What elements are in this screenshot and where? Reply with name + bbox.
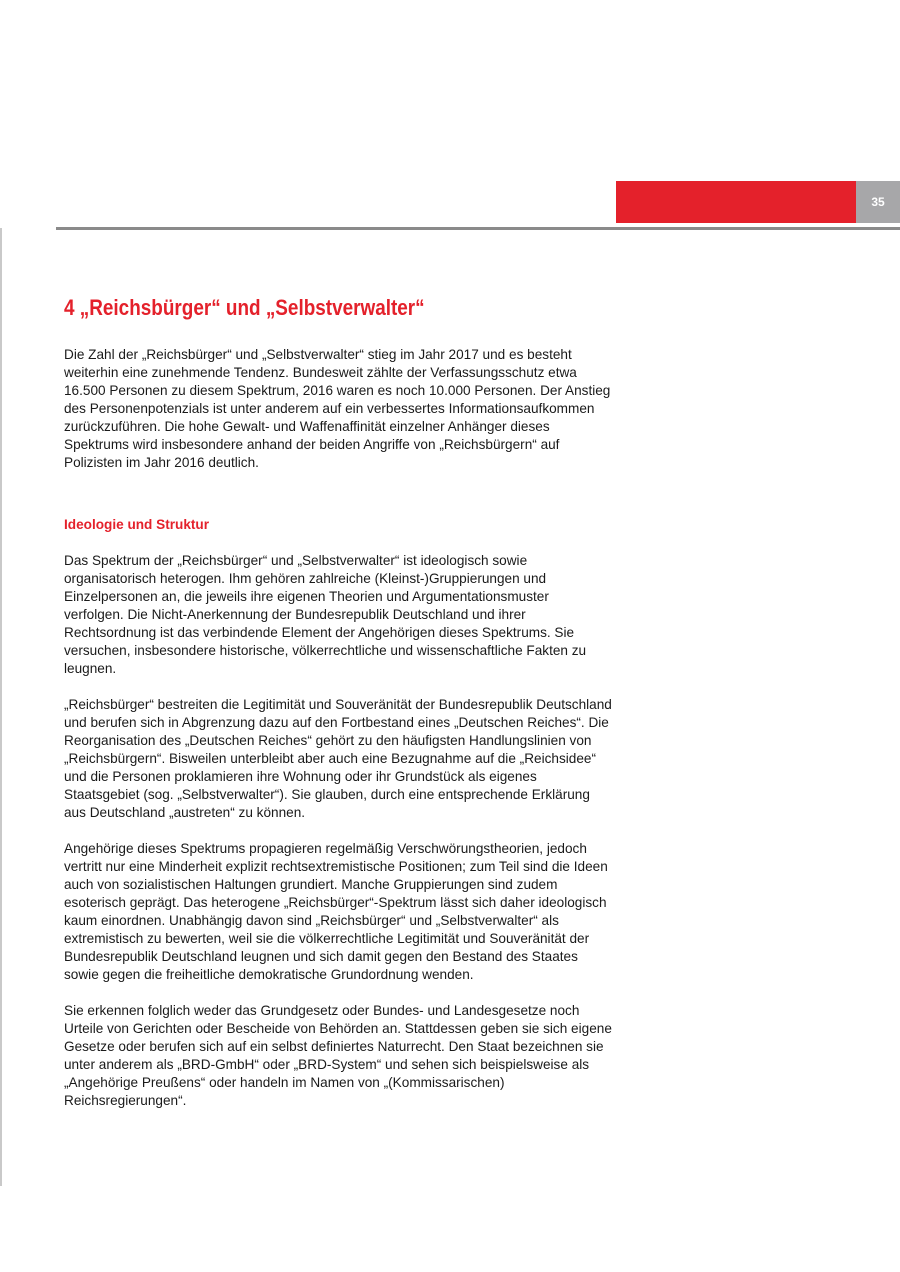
- intro-paragraph: Die Zahl der „Reichsbürger“ und „Selbstverwalter“ stieg im Jahr 2017 und es besteht weiterhin eine zunehmende Tendenz. Bundesweit zählte der Verfassungsschutz etwa 16.500 Personen zu diesem Spektrum, 2016 waren es noch 10.000 Personen. Der Anstieg des Personenpotenzials ist unter anderem auf ein verbessertes Informationsaufkommen zurückzuführen. Die hohe Gewalt- und Waffenaffinität einzelner Anhänger dieses Spektrums wird insbesondere anhand der beiden Angriffe von „Reichsbürgern“ auf Polizisten im Jahr 2016 deutlich.: [64, 347, 611, 470]
- page-number-tab: [856, 181, 900, 223]
- body-paragraph: Das Spektrum der „Reichsbürger“ und „Selbstverwalter“ ist ideologisch sowie organisatorisch heterogen. Ihm gehören zahlreiche (Kleinst-)Gruppierungen und Einzelpersonen an, die jeweils ihre eigenen Theorien und Argumentationsmuster verfolgen. Die Nicht-Anerkennung der Bundesrepublik Deutschland und ihrer Rechtsordnung ist das verbindende Element der Angehörigen dieses Spektrums. Sie versuchen, insbesondere historische, völkerrechtliche und wissenschaftliche Fakten zu leugnen.: [64, 553, 587, 676]
- article-body: [64, 294, 612, 1128]
- body-paragraph: Angehörige dieses Spektrums propagieren regelmäßig Verschwörungstheorien, jedoch vertritt nur eine Minderheit explizit rechtsextremistische Positionen; zum Teil sind die Ideen auch von sozialistischen Haltungen grundiert. Manche Gruppierungen sind zudem esoterisch geprägt. Das heterogene „Reichsbürger“-Spektrum lässt sich daher ideologisch kaum einordnen. Unabhängig davon sind „Reichsbürger“ und „Selbstverwalter“ als extremistisch zu bewerten, weil sie die völkerrechtliche Legitimität und Souveränität der Bundesrepublik Deutschland leugnen und sich damit gegen den Bestand des Staates sowie gegen die freiheitliche demokratische Grundordnung wenden.: [64, 841, 608, 982]
- chapter-title: 4 „Reichsbürger“ und „Selbstverwalter“: [64, 295, 425, 320]
- page-number: 35: [871, 195, 885, 209]
- section-heading: Ideologie und Struktur: [64, 517, 209, 532]
- page-edge-line: [0, 228, 2, 1186]
- body-paragraph: „Reichsbürger“ bestreiten die Legitimität und Souveränität der Bundesrepublik Deutschland und berufen sich in Abgrenzung dazu auf den Fortbestand eines „Deutschen Reiches“. Die Reorganisation des „Deutschen Reiches“ gehört zu den häufigsten Handlungslinien von „Reichsbürgern“. Bisweilen unterbleibt aber auch eine Bezugnahme auf die „Reichsidee“ und die Personen proklamieren ihre Wohnung oder ihr Grundstück als eigenes Staatsgebiet (sog. „Selbstverwalter“). Sie glauben, durch eine entsprechende Erklärung aus Deutschland „austreten“ zu können.: [64, 697, 612, 820]
- header-rule: [56, 227, 900, 230]
- header-accent-bar: [616, 181, 856, 223]
- body-paragraph: Sie erkennen folglich weder das Grundgesetz oder Bundes- und Landesgesetze noch Urteile von Gerichten oder Bescheide von Behörden an. Stattdessen geben sie sich eigene Gesetze oder berufen sich auf ein selbst definiertes Naturrecht. Den Staat bezeichnen sie unter anderem als „BRD-GmbH“ oder „BRD-System“ und sehen sich beispielsweise als „Angehörige Preußens“ oder handeln im Namen von „(Kommissarischen) Reichsregierungen“.: [64, 1003, 612, 1108]
